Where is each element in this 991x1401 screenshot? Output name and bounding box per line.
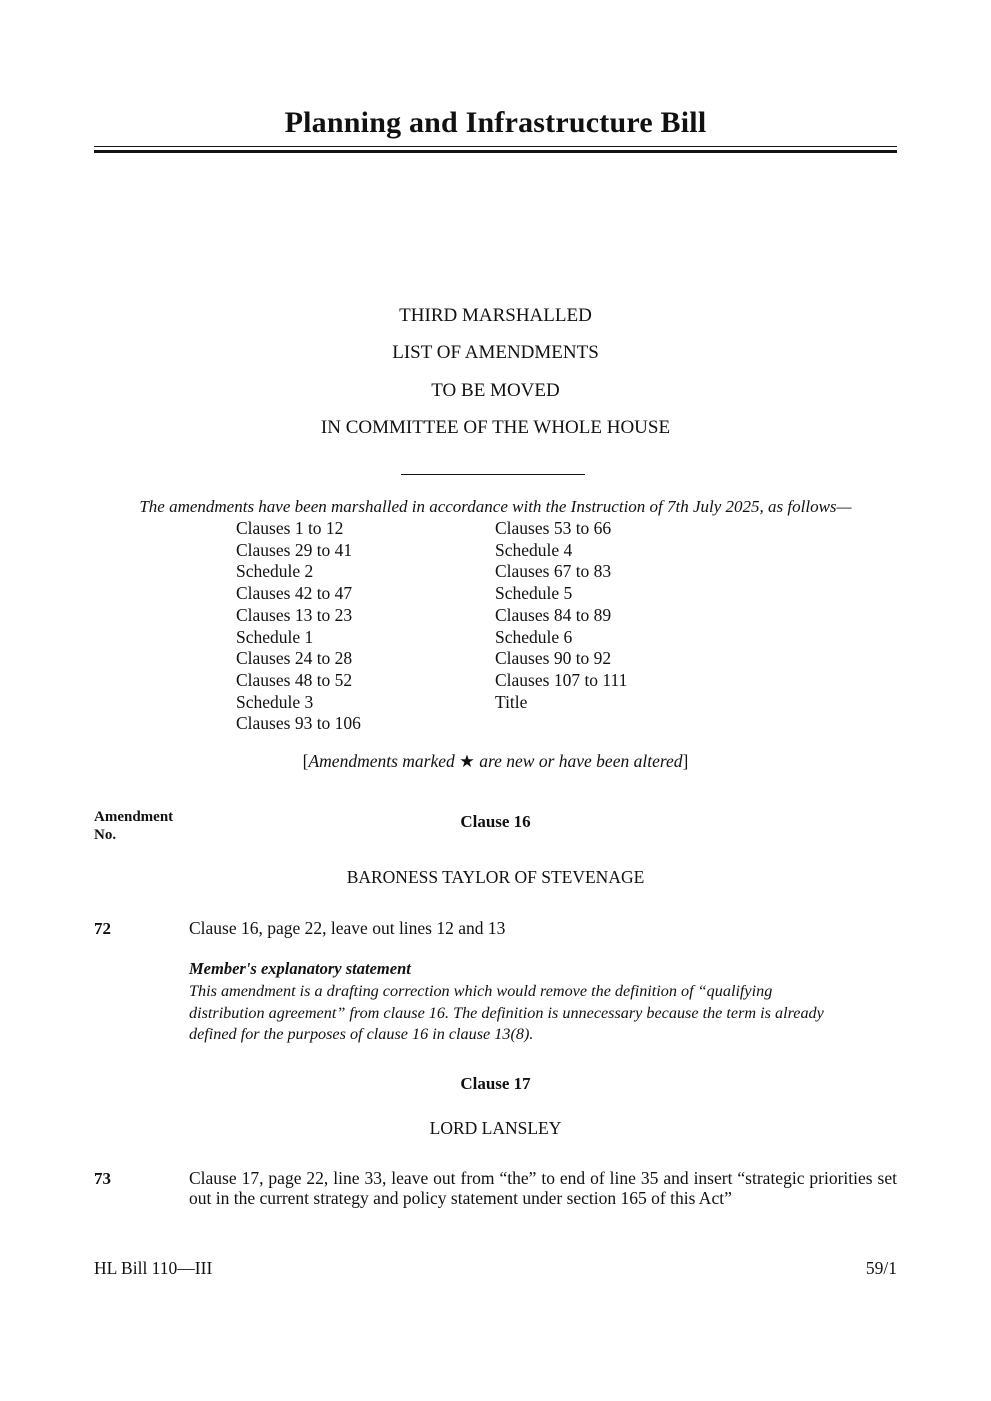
amendment-number: 72 bbox=[94, 919, 111, 938]
order-item: Schedule 5 bbox=[495, 583, 573, 604]
amendment-text: Clause 17, page 22, line 33, leave out from “the” to end of line 35 and insert “strategic priorities set out in the current strategy and policy statement under section 165 of this Act” bbox=[189, 1168, 897, 1208]
amendment-number-header: Amendment No. bbox=[94, 809, 174, 843]
bill-title: Planning and Infrastructure Bill bbox=[284, 106, 707, 139]
amendment-number: 73 bbox=[94, 1169, 111, 1188]
order-item: Clauses 93 to 106 bbox=[236, 713, 361, 734]
marshalling-order-left bbox=[236, 518, 361, 735]
member-name: BARONESS TAYLOR OF STEVENAGE bbox=[346, 867, 645, 887]
order-item: Schedule 4 bbox=[495, 539, 573, 560]
order-item: Clauses 67 to 83 bbox=[495, 561, 612, 582]
order-item: Clauses 29 to 41 bbox=[236, 539, 353, 560]
member-name: LORD LANSLEY bbox=[429, 1118, 562, 1138]
order-item: Clauses 48 to 52 bbox=[236, 669, 353, 690]
title-rule-thick bbox=[94, 150, 897, 153]
order-item: Schedule 3 bbox=[236, 691, 314, 712]
bill-reference: HL Bill 110—III bbox=[94, 1258, 213, 1278]
order-item: Clauses 107 to 111 bbox=[495, 669, 628, 690]
marshalling-intro: The amendments have been marshalled in accordance with the Instruction of 7th July 2025, as follows— bbox=[139, 497, 852, 516]
order-item: Schedule 6 bbox=[495, 626, 573, 647]
heading-line-1: THIRD MARSHALLED bbox=[399, 305, 592, 326]
marshalling-order-right bbox=[495, 518, 627, 713]
order-item: Title bbox=[495, 691, 528, 712]
order-item: Clauses 84 to 89 bbox=[495, 604, 612, 625]
page-reference: 59/1 bbox=[865, 1258, 897, 1278]
clause-heading: Clause 16 bbox=[460, 812, 531, 831]
star-icon: ★ bbox=[459, 751, 475, 771]
order-item: Clauses 53 to 66 bbox=[495, 518, 612, 538]
clause-heading: Clause 17 bbox=[460, 1074, 531, 1093]
order-item: Schedule 1 bbox=[236, 626, 314, 647]
explanatory-statement-body: This amendment is a drafting correction which would remove the definition of “qualifying distribution agreement” from clause 16. The definition is unnecessary because the term is already defined for the purposes of clause 16 in clause 13(8). bbox=[189, 982, 824, 1044]
order-item: Clauses 24 to 28 bbox=[236, 648, 353, 669]
explanatory-statement-title: Member's explanatory statement bbox=[189, 959, 411, 978]
amendment-text: Clause 16, page 22, leave out lines 12 and 13 bbox=[189, 918, 506, 938]
heading-line-2: LIST OF AMENDMENTS bbox=[392, 342, 599, 363]
heading-line-3: TO BE MOVED bbox=[431, 380, 560, 401]
order-item: Schedule 2 bbox=[236, 561, 314, 582]
order-item: Clauses 1 to 12 bbox=[236, 518, 344, 538]
heading-line-4: IN COMMITTEE OF THE WHOLE HOUSE bbox=[320, 417, 671, 438]
altered-amendments-note: [Amendments marked ★ are new or have been altered] bbox=[302, 751, 689, 771]
title-rule-thin bbox=[94, 146, 897, 147]
section-divider bbox=[401, 474, 585, 475]
order-item: Clauses 42 to 47 bbox=[236, 583, 353, 604]
order-item: Clauses 90 to 92 bbox=[495, 648, 612, 669]
order-item: Clauses 13 to 23 bbox=[236, 604, 353, 625]
